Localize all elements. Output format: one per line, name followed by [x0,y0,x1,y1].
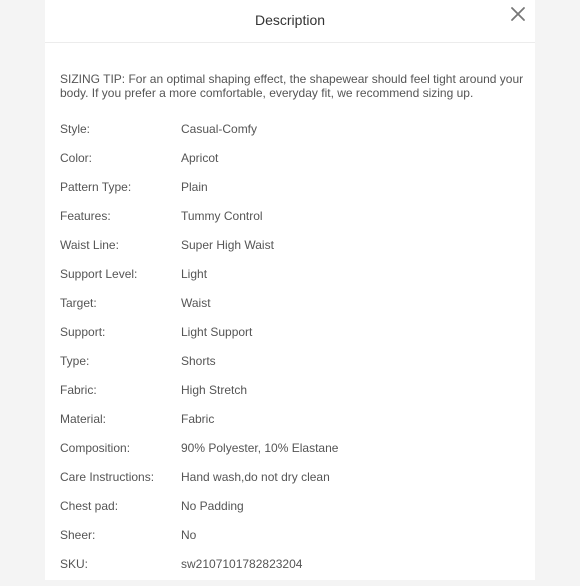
attribute-value: No Padding [181,499,244,513]
attribute-row [60,325,525,354]
attribute-value: Hand wash,do not dry clean [181,470,330,484]
attribute-label: Care Instructions: [60,470,155,484]
sizing-tip: SIZING TIP: For an optimal shaping effect, the shapewear should feel tight around your body. If you prefer a more comfortable, everyday fit, we recommend sizing up. [60,72,524,100]
description-sheet [45,0,535,580]
attribute-row [60,267,525,296]
attribute-value: High Stretch [181,383,248,397]
attribute-row [60,383,525,412]
attribute-value: sw2107101782823204 [181,557,303,571]
attribute-row [60,441,525,470]
attribute-row [60,470,525,499]
attribute-value: Apricot [181,151,219,165]
attribute-row [60,180,525,209]
attribute-label: Waist Line: [60,238,119,252]
attribute-row [60,209,525,238]
attribute-value: Casual-Comfy [181,122,258,136]
attribute-row [60,499,525,528]
attribute-row [60,528,525,557]
attribute-label: Pattern Type: [60,180,132,194]
attribute-label: Material: [60,412,107,426]
attribute-value: Super High Waist [181,238,274,252]
attribute-label: Chest pad: [60,499,119,513]
attribute-label: Style: [60,122,91,136]
attribute-row [60,412,525,441]
attribute-value: Light [181,267,208,281]
attribute-value: No [181,528,197,542]
close-icon[interactable] [508,4,528,24]
attribute-value: 90% Polyester, 10% Elastane [181,441,339,455]
attribute-row [60,238,525,267]
attribute-label: Type: [60,354,90,368]
attribute-label: SKU: [60,557,89,571]
sheet-title: Description [254,12,326,28]
attribute-label: Fabric: [60,383,97,397]
attribute-label: Sheer: [60,528,96,542]
attribute-value: Fabric [181,412,215,426]
attribute-label: Composition: [60,441,131,455]
attribute-label: Target: [60,296,97,310]
attribute-value: Light Support [181,325,253,339]
attribute-label: Color: [60,151,93,165]
attribute-value: Tummy Control [181,209,263,223]
sheet-header [45,0,535,43]
attribute-value: Shorts [181,354,216,368]
attribute-row [60,151,525,180]
attribute-list [60,122,525,586]
attribute-label: Support: [60,325,106,339]
attribute-label: Features: [60,209,111,223]
attribute-value: Plain [181,180,208,194]
attribute-row [60,122,525,151]
attribute-row [60,557,525,586]
attribute-label: Support Level: [60,267,138,281]
attribute-value: Waist [181,296,211,310]
attribute-row [60,354,525,383]
attribute-row [60,296,525,325]
